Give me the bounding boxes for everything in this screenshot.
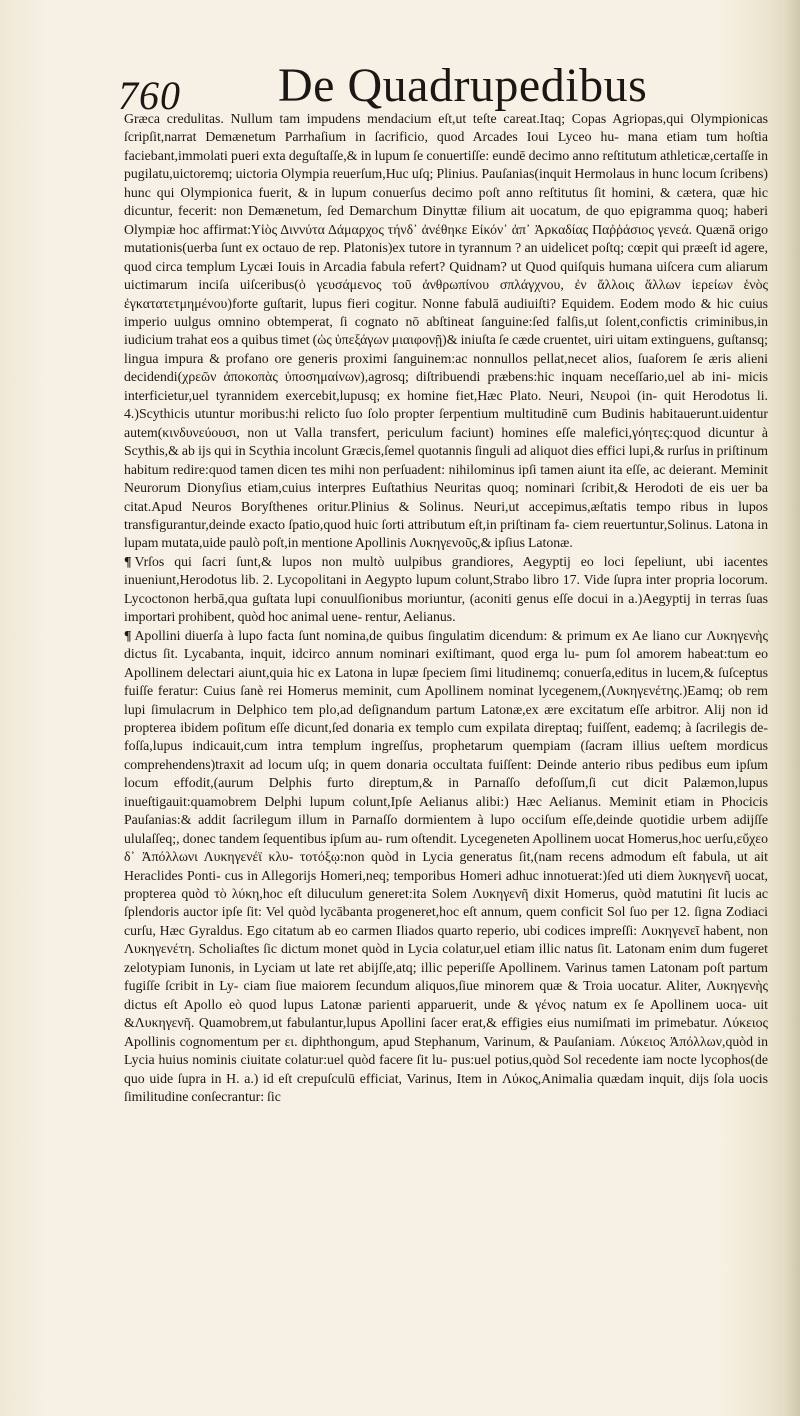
paragraph-text: Apollini diuerſa à lupo facta ſunt nomina,de quibus ſingulatim dicendum: & primum ex Ae liano cur Λυκηγενὴς dictus ſit. Lycabanta, inquit, idcirco annum nominari exiſtimant, quod erga lu‑ pum ſol amorem habeat:tum eo Apollinem delectari aiunt,quia hic ex Latona in lupæ ſpeciem ſimi litudinemq; conuerſa,editus in lucem,& ſuſceptus fuiſſe feratur: Cuius ſanè rei Homerus meminit, cum Apollinem nominat lycegenem,(Λυκηγενέτης.)Eamq; ob rem lupi ſimulacrum in Delphico tem plo,ad deſignandum partum Latonæ,ex ære excitatum eſſe arbitror. Alij non id propterea ibidem poſitum eſſe dicunt,ſed donaria ex templo cum expilata direptaq; fuiſſent, eademq; à ſacrilegis de‑ foſſa,lupus indicauit,cum intra templum ingreſſus, prophetarum quempiam (ſacram illius ueſtem mordicus comprehendens)traxit ad locum uſq; in quem donaria occultata fuiſſent: Deinde anterio ribus pedibus eum ipſum locum effodit,(aurum Delphis furto direptum,& in Parnaſſo defoſſum,ſi cut dicit Palæmon,lupus inueſtigauit:quamobrem Delphi lupum colunt,Ipſe Aelianus alibi:) Hæc Aelianus. Meminit etiam in Phocicis Pauſanias:& addit ſacrilegum illum in Parnaſſo dormientem à lupo occiſum eſſe,deinde quotidie urbem adijſſe ululaſſeq;, donec tandem ſequentibus ipſum au‑ rum oſtendit. Lycegeneten Apollinem uocat Homerus,hoc uerſu,εὔχεο δ᾽ Ἀπόλλωνι Λυκηγενέϊ κλυ‑ τοτόξῳ:non quòd in Lycia generatus ſit,(nam recens admodum eſt fabula, ut ait Heraclides Ponti‑ cus in Allegorijs Homeri,neq; temporibus Homeri adhuc innotuerat:)ſed uti diem λυκηγενῆ uocat, propterea quòd τὸ λύκη,hoc eſt diluculum generet:ita Solem Λυκηγενῆ dixit Homerus, quòd matutini ſit lucis ac ſplendoris auctor ipſe ſit: Vel quòd lycābanta progeneret,hoc eſt annum, quem conficit Sol ſuo per 12. ſigna Zodiaci curſu, Hæc Gyraldus. Ego citatum ab eo carmen Iliados quarto reperio, ubi codices impreſſi: Λυκηγενεῖ habent, non Λυκηγενέτη. Scholiaſtes ſic dictum monet quòd in Lycia colatur,uel etiam illic natus ſit. Latonam enim dum fugeret zelotypiam Iunonis, in Lyciam ut late ret abijſſe,atq; illic peperiſſe Apollinem. Varinus tamen Latonam poſt partum fugiſſe ſcribit in Ly‑ ciam ſiue maiorem ſecundum aliquos,ſiue minorem quæ & Troia uocatur. Aliter, Λυκηγενὴς dictus eſt Apollo eò quod lupus Latonæ parienti apparuerit, unde & γένος natum ex ſe Apollinem uoca‑ uit &Λυκηγενῆ. Quamobrem,ut fabulantur,lupus Apollini ſacer erat,& effigies eius numiſmati im primebatur. Λύκειος Apollinis cognomentum per ει. diphthongum, apud Stephanum, Varinum, & Pauſaniam. Λύκειος Ἀπόλλων,quòd in Lycia huius nominis ciuitate colatur:uel quòd facere ſit lu‑ pus:uel potius,quòd Sol recedente iam nocte lycophos(de quo uide ſupra in H. a.) id eſt crepuſculū efficiat, Varinus, Item in Λύκος,Animalia quædam inquit, dijs ſola uocis ſimilitudine conſecrantur: ſic — [124, 627, 768, 1105]
paragraph-text: Vrſos qui ſacri ſunt,& lupos non multò uulpibus grandiores, Aegyptij eo loci ſepeliunt, ubi iacentes inueniunt,Herodotus lib. 2. Lycopolitani in Aegypto lupum colunt,Strabo libro 17. Vide ſupra inter propria locorum. Lycoctonon herbā,qua guſtata lupi conuulſionibus moriuntur, (aconiti genus eſſe docui in a.)Aegyptij in terras ſuas importari prohibent, quòd hoc animal uene‑ rentur, Aelianus. — [124, 553, 768, 625]
paragraph-3 — [124, 627, 768, 1107]
paragraph-text: Græca credulitas. Nullum tam impudens mendacium eſt,ut teſte careat.Itaq; Copas Agriopas,qui Olympionicas ſcripſit,narrat Demænetum Parrhaſium in ſacrificio, quod Arcades Ioui Lyceo hu‑ mana etiam tum hoſtia faciebant,immolati pueri exta deguſtaſſe,& in lupum ſe conuertiſſe: eundē decimo anno reſtitutum athleticæ,certaſſe in pugilatu,uictoremq; uictoria Olympia reuerſum,Huc uſq; Plinius. Pauſanias(inquit Hermolaus in hunc locum ſcribens) hunc qui Olympionica fuerit, & in lupum conuerſus decimo poſt anno reſtitutus ſit homini, & cætera, quæ hic dicuntur, fecerit: non Demænetum, ſed Demarchum Dinyttæ filium ait uocatum, de quo epigramma quoq; haberi Olympiæ hoc affirmat:Υἱὸς Διννύτα Δάμαρχος τήνδ᾽ ἀνέθηκε Εἰκόν᾽ ἀπ᾽ Ἀρκαδίας Παῤῥάσιος γενεά. Quænā origo mutationis(uerba ſunt ex octauo de rep. Platonis)ex tutore in tyrannum ? an uidelicet poſtq; cœpit qui præeſt id agere, quod circa templum Lycæi Iouis in Arcadia fabula refert? Quidnam? ut Quod quiſquis humana uiſcera cum aliarum uictimarum inciſa uiſceribus(ὁ γευσάμενος τοῦ ἀνθρωπίνου σπλάγχνου, ἐν ἄλλοις ἄλλων ἱερείων ἑνὸς ἐγκατατετμημένου)forte guſtarit, lupus fieri cogitur. Nonne fabulā audiuiſti? Equidem. Eodem modo & hic cuius imperio uulgus omnino obtemperat, ſi cognato nō abſtineat ſanguine:ſed falſis,ut ſolent,confictis criminibus,in iudicium trahat eos a quibus timet (ὡς ὑπεξάγων μιαιφονῇ)& iniuſta ſe cæde cruentet, uiri uitam extinguens, guſtansq; lingua impura & profano ore generis proximi ſanguinem:ac nonnullos pellat,necet alios, ſuaſorem ſe æris alieni decidendi(χρεῶν ἀποκοπὰς ὑποσημαίνων),agrosq; diſtribuendi præbens:hic inquam neceſſario,uel ab ini‑ micis interficietur,uel tyrannidem exercebit,lupusq; ex homine fiet,Hæc Plato. Neuri, Νευροὶ (in‑ quit Herodotus li. 4.)Scythicis utuntur moribus:hi relicto ſuo ſolo propter ſerpentium multitudinē cum Budinis habitauerunt.uidentur autem(κινδυνεύουσι, non ut Valla transfert, periculum faciunt) homines eſſe malefici,γόητες:quod dicuntur à Scythis,& ab ijs qui in Scythia incolunt Græcis,ſemel quotannis ſinguli ad aliquot dies effici lupi,& rurſus in priſtinum habitum redire:quod tamen dicen tes mihi non perſuadent: nihilominus ipſi tamen aiunt ita eſſe, ac deierant. Meminit Neurorum Dionyſius etiam,cuius interpres Euſtathius Neuritas quoq; nominari ſcribit,& Herodoti de eis uer ba citat.Apud Neuros Boryſthenes oritur.Plinius & Solinus. Neuri,ut accepimus,æſtatis tempo ribus in lupos transfigurantur,deinde exacto ſpatio,quod huic ſorti attributum eſt,in priſtinam fa‑ ciem reuertuntur,Solinus. Latona in lupam mutata,uide paulò poſt,in mentione Apollinis Λυκηγενοῦς,& ipſius Latonæ. — [124, 111, 768, 551]
body-text — [124, 110, 768, 1410]
page-number: 760 — [118, 73, 181, 118]
pilcrow-mark: ¶ — [124, 627, 132, 643]
paragraph-1 — [124, 110, 768, 553]
page-spine-edge — [782, 0, 800, 1416]
pilcrow-mark: ¶ — [124, 553, 132, 569]
running-title: De Quadrupedibus — [278, 59, 648, 112]
paragraph-2 — [124, 553, 768, 627]
page-header — [118, 52, 678, 118]
